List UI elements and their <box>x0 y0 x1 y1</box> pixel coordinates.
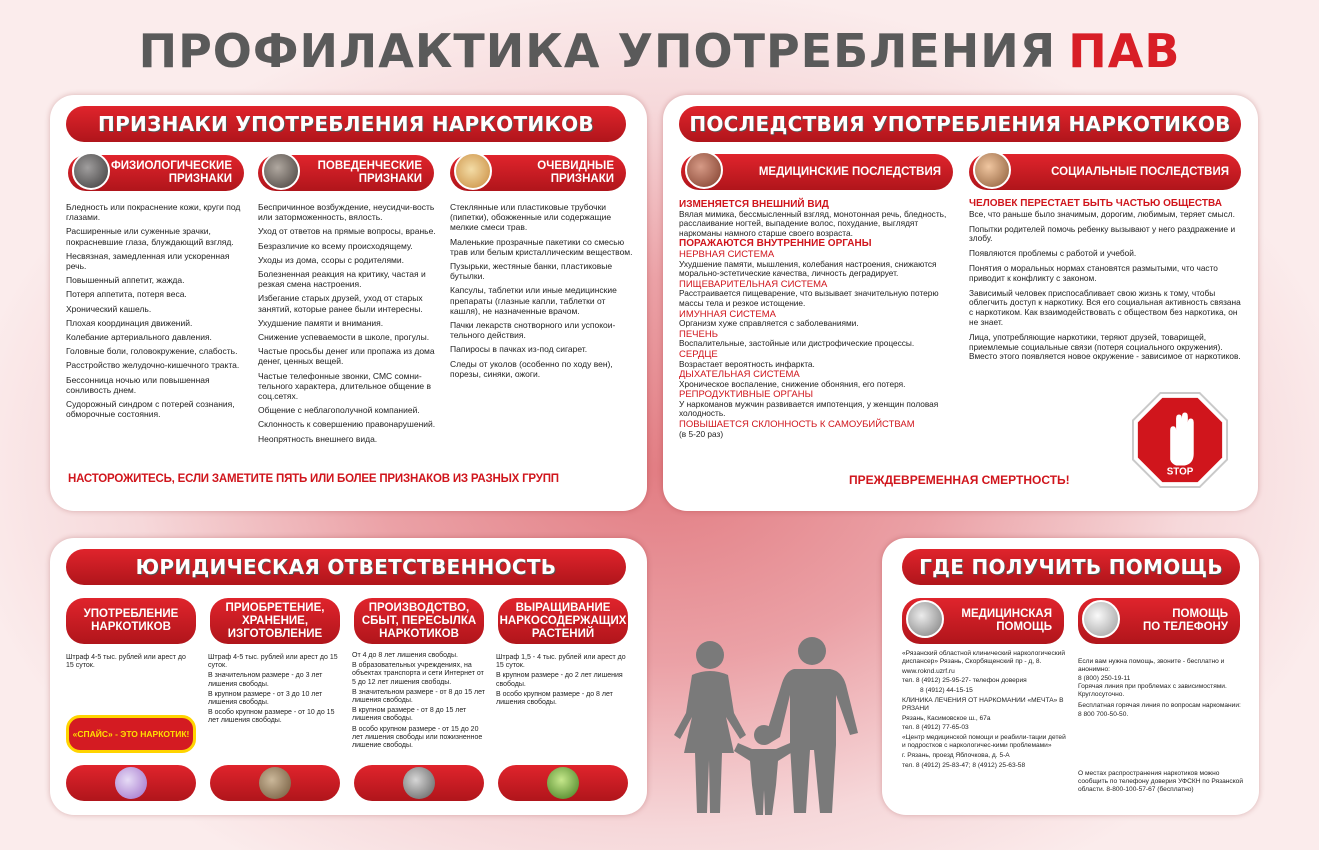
help-item: 8 (4912) 44-15-15 <box>920 687 973 695</box>
medical-consequences-list <box>679 199 963 440</box>
title-accent: ПАВ <box>1068 24 1181 78</box>
sign-item: Беспричинное возбуждение, неусидчи-вость или заторможенность, вялость. <box>258 202 435 223</box>
legal-cultivation-text <box>496 654 626 709</box>
social-item: Появляются проблемы с работой и учебой. <box>969 248 1137 259</box>
spice-warning-badge: «СПАЙС» - ЭТО НАРКОТИК! <box>66 715 196 753</box>
sign-item: Частые телефонные звонки, СМС сомни-тельного характера, длительное общение в соц.сетях. <box>258 370 431 402</box>
legal-item: В крупном размере - до 2 лет лишения свободы. <box>496 672 623 688</box>
sign-item: Хронический кашель. <box>66 303 152 314</box>
sign-item: Безразличие ко всему происходящему. <box>258 240 413 251</box>
phone-photo <box>1082 600 1120 638</box>
sign-item: Неопрятность внешнего вида. <box>258 433 378 444</box>
phone-help-pill <box>1078 598 1240 644</box>
medical-consequence-heading: ПИЩЕВАРИТЕЛЬНАЯ СИСТЕМА <box>679 278 828 290</box>
social-consequences-list <box>969 199 1245 367</box>
medical-consequence-text: (в 5-20 раз) <box>679 428 724 439</box>
medical-help-pill <box>902 598 1064 644</box>
legal-use-text <box>66 654 194 674</box>
help-item: 8 800 700-50-50. <box>1078 710 1129 718</box>
phone-help-list <box>1078 658 1248 720</box>
sign-item: Частые просьбы денег или пропажа из дома денег, ценных вещей. <box>258 346 435 367</box>
physiological-photo <box>72 152 110 190</box>
medical-consequences-pill <box>681 154 953 190</box>
help-item: тел. 8 (4912) 77-65-03 <box>902 724 969 732</box>
medical-consequence-heading: ПЕЧЕНЬ <box>679 328 718 340</box>
legal-item: В особо крупном размере - от 15 до 20 лет лишения свободы или пожизненное лишение свободы. <box>352 725 483 750</box>
stop-sign-label: STOP <box>1166 466 1194 478</box>
sign-item: Плохая координация движений. <box>66 317 193 328</box>
medical-consequence-heading: ПОВЫШАЕТСЯ СКЛОННОСТЬ К САМОУБИЙСТВАМ <box>679 419 915 431</box>
sign-item: Болезненная реакция на критику, частая и резкая смена настроения. <box>258 269 426 290</box>
sign-item: Бессонница ночью или повышенная сонливость днем. <box>66 374 210 395</box>
sign-item: Расстройство желудочно-кишечного тракта. <box>66 360 240 371</box>
category-obvious <box>450 155 626 191</box>
stop-sign-icon <box>1131 391 1229 489</box>
legal-banner: ЮРИДИЧЕСКАЯ ОТВЕТСТВЕННОСТЬ <box>66 549 626 585</box>
social-consequences-pill <box>969 154 1241 190</box>
legal-cultivation-pill <box>498 598 628 644</box>
legal-production-pill <box>354 598 484 644</box>
signs-warning: НАСТОРОЖИТЕСЬ, ЕСЛИ ЗАМЕТИТЕ ПЯТЬ ИЛИ БОЛЕЕ ПРИЗНАКОВ ИЗ РАЗНЫХ ГРУПП <box>68 473 559 485</box>
legal-item: В значительном размере - до 3 лет лишения свободы. <box>208 672 323 688</box>
help-item: Горячая линия при проблемах с зависимостями. Круглосуточно. <box>1078 683 1227 699</box>
sign-item: Судорожный синдром с потерей сознания, обморочные состояния. <box>66 399 235 420</box>
sign-item: Маленькие прозрачные пакетики со смесью трав или белым кристаллическим веществом. <box>450 236 633 257</box>
social-item: Все, что раньше было значимым, дорогим, любимым, теряет смысл. <box>969 208 1235 219</box>
sign-item: Уходы из дома, ссоры с родителями. <box>258 254 404 265</box>
consequences-banner: ПОСЛЕДСТВИЯ УПОТРЕБЛЕНИЯ НАРКОТИКОВ <box>679 106 1241 142</box>
medical-consequence-text: Воспалительные, застойные или дистрофические процессы. <box>679 338 915 349</box>
title-main: ПРОФИЛАКТИКА УПОТРЕБЛЕНИЯ <box>138 24 1057 78</box>
medical-photo <box>685 151 723 189</box>
medical-consequence-text: Расстраивается пищеварение, что вызывает значительную потерю массы тела и резкое истощение. <box>679 288 939 308</box>
sign-item: Папиросы в пачках из-под сигарет. <box>450 344 588 355</box>
plants-image <box>547 767 579 799</box>
legal-item: В особо крупном размере - от 10 до 15 лет лишения свободы. <box>208 709 335 725</box>
lab-image <box>403 767 435 799</box>
signs-panel <box>50 95 647 511</box>
help-item: тел. 8 (4912) 25-95-27- телефон доверия <box>902 677 1027 685</box>
sign-item: Общение с неблагополучной компанией. <box>258 405 420 416</box>
sign-item: Потеря аппетита, потеря веса. <box>66 289 187 300</box>
medical-consequence-heading: СЕРДЦЕ <box>679 348 718 360</box>
sign-item: Пачки лекарств снотворного или успокои-тельного действия. <box>450 320 616 341</box>
help-item: Рязань, Касимовское ш., 67а <box>902 714 991 722</box>
legal-production-text <box>352 652 486 752</box>
legal-item: В особо крупном размере - до 8 лет лишения свободы. <box>496 690 613 707</box>
sign-item: Бледность или покраснение кожи, круги под глазами. <box>66 202 241 223</box>
medical-consequences-label: МЕДИЦИНСКИЕ ПОСЛЕДСТВИЯ <box>758 165 941 178</box>
medical-help-label: МЕДИЦИНСКАЯ ПОМОЩЬ <box>961 608 1052 633</box>
sign-item: Стеклянные или пластиковые трубочки (пипетки), обожженные или содержащие мелкие смеси трав. <box>450 202 612 233</box>
hospital-photo <box>906 600 944 638</box>
social-item: Зависимый человек приспосабливает свою жизнь к тому, чтобы облегчить доступ к наркотику. Вся его социальная активность связана с наркотиком. Как взаимодействовать с обществом без наркотика, он не знает. <box>969 287 1241 327</box>
consequences-panel <box>663 95 1258 511</box>
medical-consequence-heading: НЕРВНАЯ СИСТЕМА <box>679 248 775 260</box>
legal-item: От 4 до 8 лет лишения свободы. <box>352 652 458 659</box>
herbs-image <box>259 767 291 799</box>
signs-col-obvious <box>450 202 636 383</box>
legal-use-pill <box>66 598 196 644</box>
medical-consequence-text: Вялая мимика, бессмысленный взгляд, монотонная речь, бледность, расслаивание ногтей, выпадение волос, похудание, выглядят наркоманы намного старше своего возраста. <box>679 208 947 238</box>
social-consequences-label: СОЦИАЛЬНЫЕ ПОСЛЕДСТВИЯ <box>1051 165 1229 178</box>
medical-help-list <box>902 650 1070 771</box>
signs-banner: ПРИЗНАКИ УПОТРЕБЛЕНИЯ НАРКОТИКОВ <box>66 106 626 142</box>
obvious-photo <box>454 152 492 190</box>
legal-use-label: УПОТРЕБЛЕНИЕ НАРКОТИКОВ <box>83 608 179 633</box>
legal-possession-text <box>208 654 338 728</box>
help-item: Если вам нужна помощь, звоните - бесплатно и анонимно: <box>1078 658 1225 673</box>
legal-item: В образовательных учреждениях, на объектах транспорта и сети Интернет от 5 до 12 лет лишения свободы. <box>352 662 484 686</box>
medical-consequence-text: У наркоманов мужчин развивается импотенция, у женщин половая холодность. <box>679 398 939 419</box>
medical-consequence-heading: ИМУННАЯ СИСТЕМА <box>679 308 776 320</box>
category-physiological-label: ФИЗИОЛОГИЧЕСКИЕ ПРИЗНАКИ <box>110 160 232 185</box>
help-item: КЛИНИКА ЛЕЧЕНИЯ ОТ НАРКОМАНИИ «МЕЧТА» В РЯЗАНИ <box>902 696 1064 712</box>
death-warning: ПРЕЖДЕВРЕМЕННАЯ СМЕРТНОСТЬ! <box>849 473 1070 487</box>
help-item: www.roknd.uzrf.ru <box>902 667 955 675</box>
help-item: «Центр медицинской помощи и реабили-тации детей и подростков с наркологичес-кими проблемами» <box>902 734 1066 749</box>
page-title <box>0 24 1319 78</box>
sign-item: Снижение успеваемости в школе, прогулы. <box>258 332 430 343</box>
sign-item: Склонность к совершению правонарушений. <box>258 419 436 430</box>
sign-item: Ухудшение памяти и внимания. <box>258 317 384 328</box>
social-item: Попытки родителей помочь ребенку вызывают у него раздражение и злобу. <box>969 223 1236 244</box>
medical-consequence-heading: ИЗМЕНЯЕТСЯ ВНЕШНИЙ ВИД <box>679 199 829 210</box>
medical-consequence-heading: ДЫХАТЕЛЬНАЯ СИСТЕМА <box>679 369 800 381</box>
signs-col-physiological <box>66 202 246 423</box>
sign-item: Пузырьки, жестяные банки, пластиковые бутылки. <box>450 261 613 282</box>
medical-consequence-heading: ПОРАЖАЮТСЯ ВНУТРЕННИЕ ОРГАНЫ <box>679 238 872 250</box>
medical-consequence-text: Организм хуже справляется с заболеваниями. <box>679 318 859 329</box>
legal-item: В крупном размере - от 3 до 10 лет лишения свободы. <box>208 690 323 707</box>
legal-possession-pill <box>210 598 340 644</box>
sign-item: Повышенный аппетит, жажда. <box>66 275 185 286</box>
social-photo <box>973 151 1011 189</box>
pills-image <box>115 767 147 799</box>
legal-image-pill-2 <box>210 765 340 801</box>
help-item: 8 (800) 250-19-11 <box>1078 674 1131 682</box>
category-physiological <box>68 155 244 191</box>
phone-help-label: ПОМОЩЬ ПО ТЕЛЕФОНУ <box>1142 608 1228 633</box>
medical-consequence-text: Хроническое воспаление, снижение обоняния, его потеря. <box>679 378 906 389</box>
sign-item: Капсулы, таблетки или иные медицинские препараты (глазные капли, таблетки от кашля), не назначенные врачом. <box>450 285 617 316</box>
help-item: Бесплатная горячая линия по вопросам наркомании: <box>1078 701 1241 709</box>
social-item: Понятия о моральных нормах становятся размытыми, что часто приводит к конфликту с законом. <box>969 262 1218 283</box>
legal-possession-label: ПРИОБРЕТЕНИЕ, ХРАНЕНИЕ, ИЗГОТОВЛЕНИЕ <box>225 601 325 640</box>
help-banner: ГДЕ ПОЛУЧИТЬ ПОМОЩЬ <box>902 549 1240 585</box>
social-item: Лица, употребляющие наркотики, теряют друзей, товарищей, приемлемые социальные связи (потеря социального окружения). Вместо этого появляется новое окружение - зависимое от наркотиков. <box>969 331 1241 362</box>
legal-cultivation-label: ВЫРАЩИВАНИЕ НАРКОСОДЕРЖАЩИХ РАСТЕНИЙ <box>499 601 627 640</box>
legal-image-pill-3 <box>354 765 484 801</box>
sign-item: Расширенные или суженные зрачки, покрасневшие глаза, блуждающий взгляд. <box>66 226 234 247</box>
sign-item: Колебание артериального давления. <box>66 332 212 343</box>
sign-item: Головные боли, головокружение, слабость. <box>66 346 238 357</box>
sign-item: Уход от ответов на прямые вопросы, вранье. <box>258 226 436 237</box>
signs-col-behavioral <box>258 202 446 448</box>
legal-item: Штраф 4-5 тыс. рублей или арест до 15 суток. <box>208 654 338 670</box>
family-silhouette-icon <box>662 635 872 815</box>
category-behavioral-label: ПОВЕДЕНЧЕСКИЕ ПРИЗНАКИ <box>317 160 422 185</box>
medical-consequence-text: Ухудшение памяти, мышления, колебания настроения, снижаются морально-эстетические качества, личность деградирует. <box>679 258 937 279</box>
help-panel <box>882 538 1259 815</box>
sign-item: Избегание старых друзей, уход от старых занятий, которые ранее были интересны. <box>258 293 423 314</box>
legal-image-pill-4 <box>498 765 628 801</box>
behavioral-photo <box>262 152 300 190</box>
category-obvious-label: ОЧЕВИДНЫЕ ПРИЗНАКИ <box>537 160 614 185</box>
legal-item: В крупном размере - от 8 до 15 лет лишения свободы. <box>352 707 467 723</box>
help-item: тел. 8 (4912) 25-83-47; 8 (4912) 25-63-58 <box>902 761 1026 769</box>
sign-item: Следы от уколов (особенно по ходу вен), порезы, синяки, ожоги. <box>450 358 613 379</box>
phone-help-note: О местах распространения наркотиков можно сообщить по телефону доверия УФСКН по Рязанской области. 8-800-100-57-67 (бесплатно) <box>1078 770 1244 793</box>
medical-consequence-text: Возрастает вероятность инфаркта. <box>679 358 815 369</box>
help-item: г. Рязань, проезд Яблочкова, д. 5-А <box>902 751 1010 759</box>
legal-image-pill-1 <box>66 765 196 801</box>
category-behavioral <box>258 155 434 191</box>
sign-item: Несвязная, замедленная или ускоренная речь. <box>66 250 230 272</box>
medical-consequence-heading: РЕПРОДУКТИВНЫЕ ОРГАНЫ <box>679 389 813 401</box>
legal-item: Штраф 1,5 - 4 тыс. рублей или арест до 15 суток. <box>496 654 626 670</box>
legal-item: Штраф 4-5 тыс. рублей или арест до 15 суток. <box>66 654 186 670</box>
legal-item: В значительном размере - от 8 до 15 лет лишения свободы. <box>352 688 485 705</box>
help-item: «Рязанский областной клинический наркологический диспансер» Рязань, Скорбященский пр - д, 8. <box>902 650 1066 665</box>
social-heading: ЧЕЛОВЕК ПЕРЕСТАЕТ БЫТЬ ЧАСТЬЮ ОБЩЕСТВА <box>969 198 1222 209</box>
legal-panel <box>50 538 647 815</box>
legal-production-label: ПРОИЗВОДСТВО, СБЫТ, ПЕРЕСЫЛКА НАРКОТИКОВ <box>361 601 477 640</box>
